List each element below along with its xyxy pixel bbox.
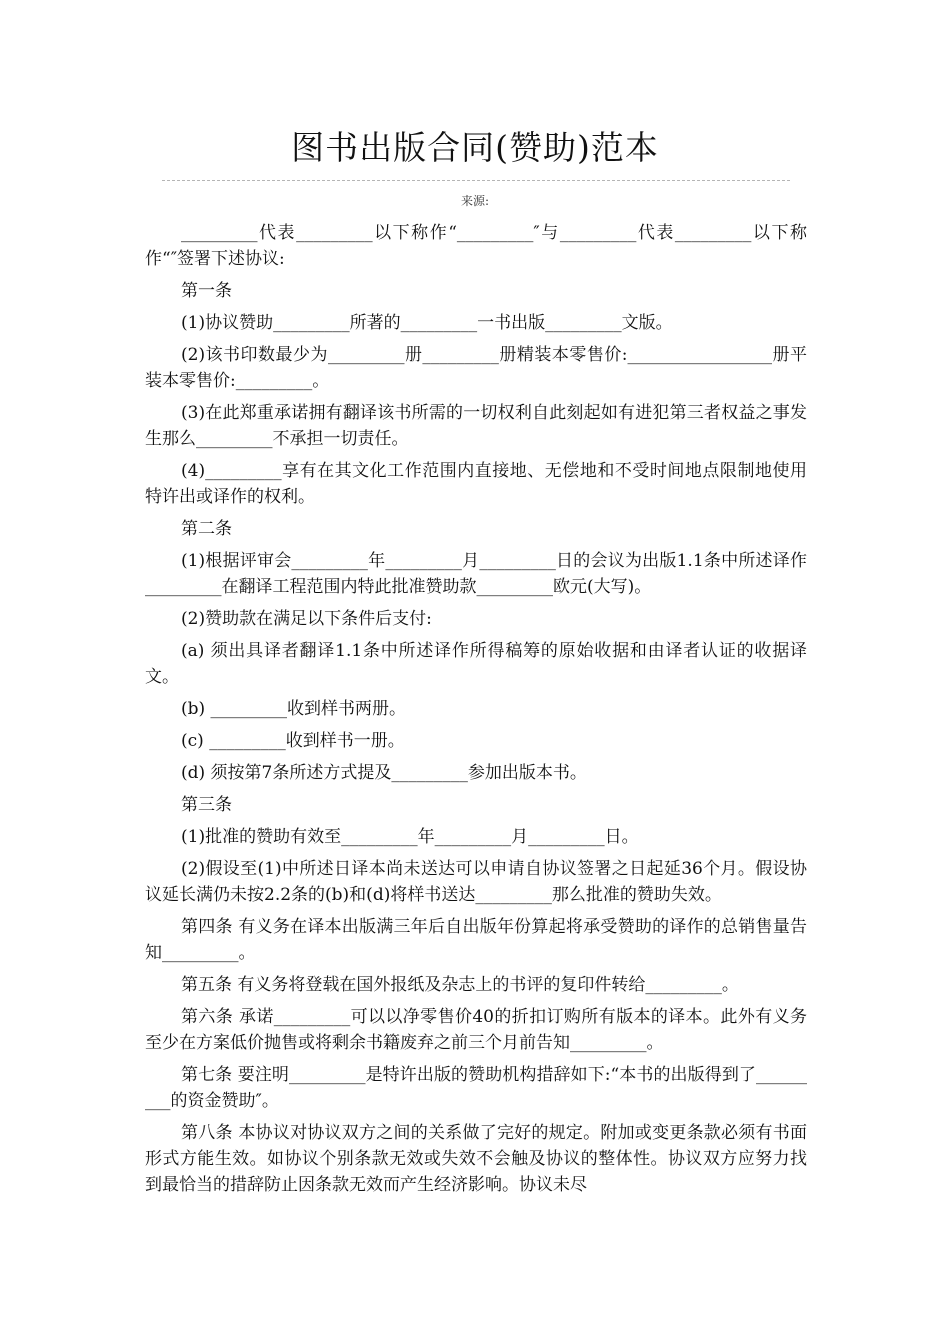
paragraph-article-7: 第七条 要注明_________是特许出版的赞助机构措辞如下:“本书的出版得到了_________的资金赞助″。 [145,1065,807,1111]
paragraph-preamble: _________代表_________以下称作“_________″与_________代表_________以下称作“″签署下述协议: [145,223,807,269]
document-body [145,220,807,1198]
paragraph-clause-2-2b: (b) _________收到样书两册。 [181,699,407,719]
paragraph-article-5: 第五条 有义务将登载在国外报纸及杂志上的书评的复印件转给_________。 [181,975,739,995]
paragraph-clause-1-1: (1)协议赞助_________所著的_________一书出版_________文版。 [181,313,673,333]
paragraph-article-8: 第八条 本协议对协议双方之间的关系做了完好的规定。附加或变更条款必须有书面形式方能生效。如协议个别条款无效或失效不会触及协议的整体性。协议双方应努力找到最恰当的措辞防止因条款无效而产生经济影响。协议未尽 [145,1123,807,1195]
paragraph-clause-3-2: (2)假设至(1)中所述日译本尚未送达可以申请自协议签署之日起延36个月。假设协议延长满仍未按2.2条的(b)和(d)将样书送达_________那么批准的赞助失效。 [145,859,807,905]
article-heading-3: 第三条 [181,795,232,815]
title-divider [162,180,790,181]
paragraph-clause-1-2: (2)该书印数最少为_________册_________册精装本零售价:_________________册平装本零售价:_________。 [145,345,807,391]
paragraph-clause-2-2d: (d) 须按第7条所述方式提及_________参加出版本书。 [181,763,587,783]
paragraph-clause-2-2a: (a) 须出具译者翻译1.1条中所述译作所得稿筹的原始收据和由译者认证的收据译文。 [145,641,807,687]
article-heading-2: 第二条 [181,519,232,539]
paragraph-clause-3-1: (1)批准的赞助有效至_________年_________月_________日。 [181,827,639,847]
document-title: 图书出版合同(赞助)范本 [291,128,659,167]
paragraph-clause-1-3: (3)在此郑重承诺拥有翻译该书所需的一切权利自此刻起如有进犯第三者权益之事发生那么_________不承担一切责任。 [145,403,807,449]
paragraph-clause-2-2c: (c) _________收到样书一册。 [181,731,405,751]
paragraph-article-6: 第六条 承诺_________可以以净零售价40的折扣订购所有版本的译本。此外有义务至少在方案低价抛售或将剩余书籍废弃之前三个月前告知_________。 [145,1007,807,1053]
article-heading-1: 第一条 [181,281,232,301]
paragraph-article-4: 第四条 有义务在译本出版满三年后自出版年份算起将承受赞助的译作的总销售量告知_________。 [145,917,807,963]
paragraph-clause-2-2: (2)赞助款在满足以下条件后支付: [181,609,432,629]
source-label: 来源: [460,194,490,208]
paragraph-clause-2-1: (1)根据评审会_________年_________月_________日的会议为出版1.1条中所述译作_________在翻译工程范围内特此批准赞助款_________欧元(大写)。 [145,551,807,597]
paragraph-clause-1-4: (4)_________享有在其文化工作范围内直接地、无偿地和不受时间地点限制地使用特许出或译作的权利。 [145,461,807,507]
